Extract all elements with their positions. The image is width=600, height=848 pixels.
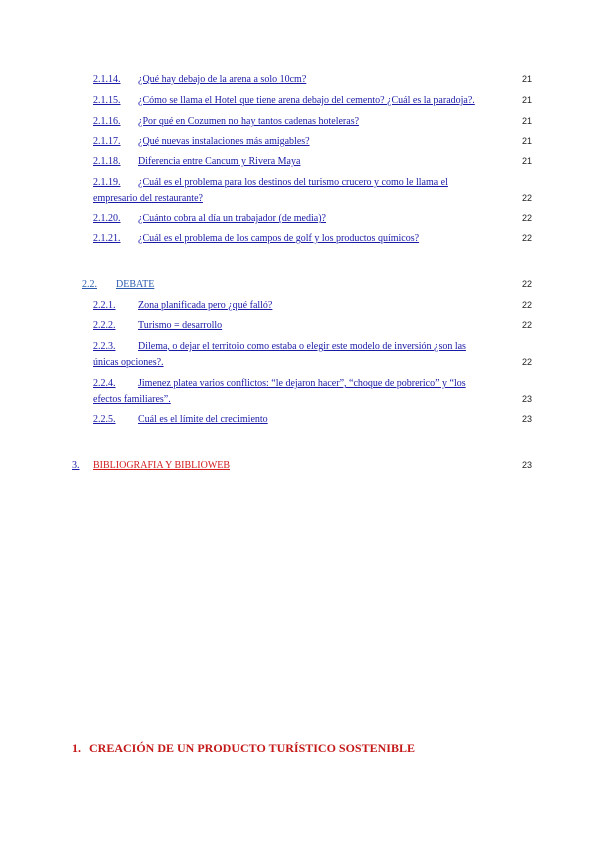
toc-entry-number: 2.2.1. [93,300,116,311]
toc-entry-number: 2.2. [82,279,97,290]
toc-entry-number: 2.1.14. [93,74,121,85]
toc-entry-number: 2.1.18. [93,156,121,167]
toc-entry-link[interactable]: ¿Cuál es el problema para los destinos del turismo crucero y como le llama el [138,177,448,188]
toc-entry-page: 22 [521,193,532,203]
toc-entry-number: 2.1.19. [93,177,121,188]
toc-entry-link[interactable]: Dilema, o dejar el territoio como estaba o elegir este modelo de inversión ¿son las [138,341,466,352]
toc-entry-page: 22 [521,279,532,289]
toc-entry-page: 21 [521,116,532,126]
toc-entry-page: 22 [521,213,532,223]
toc-entry-link[interactable]: ¿Qué nuevas instalaciones más amigables? [138,136,310,147]
toc-entry-link[interactable]: ¿Cómo se llama el Hotel que tiene arena debajo del cemento? ¿Cuál es la paradoja?. [138,95,475,106]
toc-entry-number: 2.1.16. [93,116,121,127]
toc-entry-page: 23 [521,460,532,470]
toc-entry-number: 2.2.2. [93,320,116,331]
toc-entry-page: 21 [521,136,532,146]
toc-entry-page: 22 [521,357,532,367]
toc-entry-page: 21 [521,156,532,166]
toc-entry-link[interactable]: ¿Cuál es el problema de los campos de golf y los productos químicos? [138,233,420,244]
toc-entry-number: 2.1.21. [93,233,121,244]
toc-entry-link[interactable]: ¿Cuánto cobra al día un trabajador (de media)? [138,213,326,224]
toc-entry-page: 22 [521,320,532,330]
toc-entry-link-continued[interactable]: empresario del restaurante? [93,193,203,204]
toc-entry-number: 2.1.20. [93,213,121,224]
toc-entry-link[interactable]: Turismo = desarrollo [138,320,223,331]
toc-entry-number: 2.1.15. [93,95,121,106]
toc-entry-link[interactable]: ¿Qué hay debajo de la arena a solo 10cm? [138,74,307,85]
toc-entry-page: 22 [521,300,532,310]
toc-entry-page: 21 [521,74,532,84]
toc-entry-link[interactable]: DEBATE [116,279,155,290]
toc-entry-page: 23 [521,394,532,404]
toc-entry-link[interactable]: BIBLIOGRAFIA Y BIBLIOWEB [93,460,231,471]
toc-entry-number: 3. [72,460,80,471]
section-heading-number: 1. [72,741,81,755]
toc-entry-link[interactable]: Jimenez platea varios conflictos: “le dejaron hacer”, “choque de pobrerico” y “los [138,378,466,389]
toc-entry-number: 2.1.17. [93,136,121,147]
toc-entry-link[interactable]: Diferencia entre Cancum y Rivera Maya [138,156,301,167]
toc-entry-page: 22 [521,233,532,243]
toc-entry-link-continued[interactable]: únicas opciones?. [93,357,164,368]
toc-entry-link[interactable]: Cuál es el límite del crecimiento [138,414,268,425]
toc-entry-link[interactable]: ¿Por qué en Cozumen no hay tantos cadenas hoteleras? [138,116,360,127]
toc-entry-page: 23 [521,414,532,424]
toc-entry-link-continued[interactable]: efectos familiares”. [93,394,171,405]
toc-entry-page: 21 [521,95,532,105]
toc-entry-number: 2.2.3. [93,341,116,352]
toc-entry-number: 2.2.4. [93,378,116,389]
toc-entry-number: 2.2.5. [93,414,116,425]
toc-entry-link[interactable]: Zona planificada pero ¿qué falló? [138,300,273,311]
section-heading-title: CREACIÓN DE UN PRODUCTO TURÍSTICO SOSTENIBLE [89,741,415,755]
section-heading [72,741,415,756]
